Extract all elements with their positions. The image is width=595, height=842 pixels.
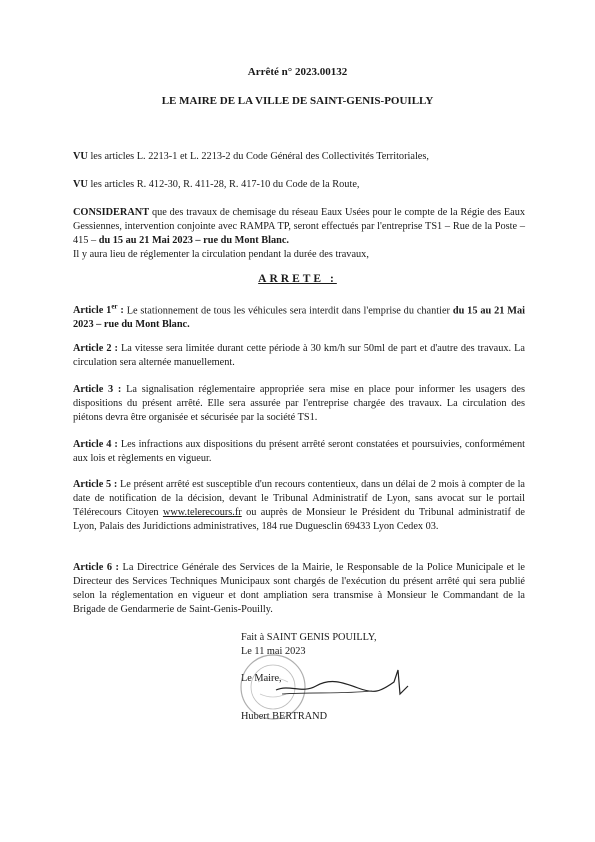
article-2 [73,342,525,370]
decree-number: Arrêté n° 2023.00132 [247,66,348,78]
article-label: Article 1er : [73,303,124,317]
arrete-heading [0,273,595,285]
considerant-dates: du 15 au 21 Mai 2023 – rue du Mont Blanc. [96,235,289,246]
signature-date: Le 11 mai 2023 [241,646,306,657]
article-6 [73,561,525,617]
signature-role: Le Maire, [241,673,282,684]
article-label: Article 4 : [73,439,118,450]
article-1 [73,300,525,332]
vu-text: les articles L. 2213-1 et L. 2213-2 du Code Général des Collectivités Territoriales, [87,151,429,162]
vu-clause-1 [73,150,525,164]
article-label: Article 5 : [73,479,118,490]
article-label: Article 2 : [73,343,118,354]
vu-label: VU [73,179,88,190]
signature-place: Fait à SAINT GENIS POUILLY, [241,632,377,643]
considerant-clause [73,206,525,262]
handwritten-signature [272,664,412,704]
article-text: La signalisation réglementaire appropriée sera mise en place pour informer les usagers des dispositions du présent arrêté. Elle sera assurée par l'entreprise chargée des travaux. La circulation des piétons devra être organisée et sécurisée par la société TS1. [73,384,525,423]
vu-text: les articles R. 412-30, R. 411-28, R. 417-10 du Code de la Route, [87,179,360,190]
article-text: Le présent arrêté est susceptible d'un recours contentieux, dans un délai de 2 mois à compter de la date de notification de la décision, devant le Tribunal Administratif de Lyon, sans avocat sur le portail Télérecours Citoyen [73,479,525,518]
article-5 [73,478,525,534]
article-text: La Directrice Générale des Services de la Mairie, le Responsable de la Police Municipale et le Directeur des Services Techniques Municipaux sont chargés de l'exécution du présent arrêté qui sera publié selon la réglementation en vigueur et dont ampliation sera transmise à Monsieur le Commandant de la Brigade de Gendarmerie de Saint-Genis-Pouilly. [73,562,525,615]
considerant-label: CONSIDERANT [73,207,150,218]
issuing-authority: LE MAIRE DE LA VILLE DE SAINT-GENIS-POUILLY [161,95,434,107]
arrete-heading-text: ARRETE : [258,273,337,285]
vu-clause-2 [73,178,525,192]
article-text-end: ou auprès de Monsieur le Président du Tribunal administratif de Lyon, Palais des Juridictions administratives, 184 rue Duguesclin 69433 Lyon Cedex 03. [73,507,525,532]
signatory-name: Hubert BERTRAND [241,711,328,722]
article-label: Article 3 : [73,384,122,395]
article-label: Article 6 : [73,562,119,573]
article-text: La vitesse sera limitée durant cette période à 30 km/h sur 50ml de part et d'autre des travaux. La circulation sera alternée manuellement. [73,343,526,368]
considerant-line2: Il y aura lieu de réglementer la circulation pendant la durée des travaux, [73,249,369,260]
considerant-text: que des travaux de chemisage du réseau Eaux Usées pour le compte de la Régie des Eaux Gessiennes, intervention conjointe avec RAMPA TP, seront effectués par l'entreprise TS1 – Rue de la Poste – 415 – [73,207,525,246]
article-dates: du 15 au 21 Mai 2023 – rue du Mont Blanc. [73,305,525,331]
article-text: Le stationnement de tous les véhicules sera interdit dans l'emprise du chantier [123,305,450,317]
article-4 [73,438,525,466]
article-text: Les infractions aux dispositions du présent arrêté seront constatées et poursuivies, conformément aux lois et règlements en vigueur. [73,439,526,464]
article-3 [73,383,525,425]
telerecours-link[interactable]: www.telerecours.fr [162,507,242,518]
vu-label: VU [73,151,88,162]
